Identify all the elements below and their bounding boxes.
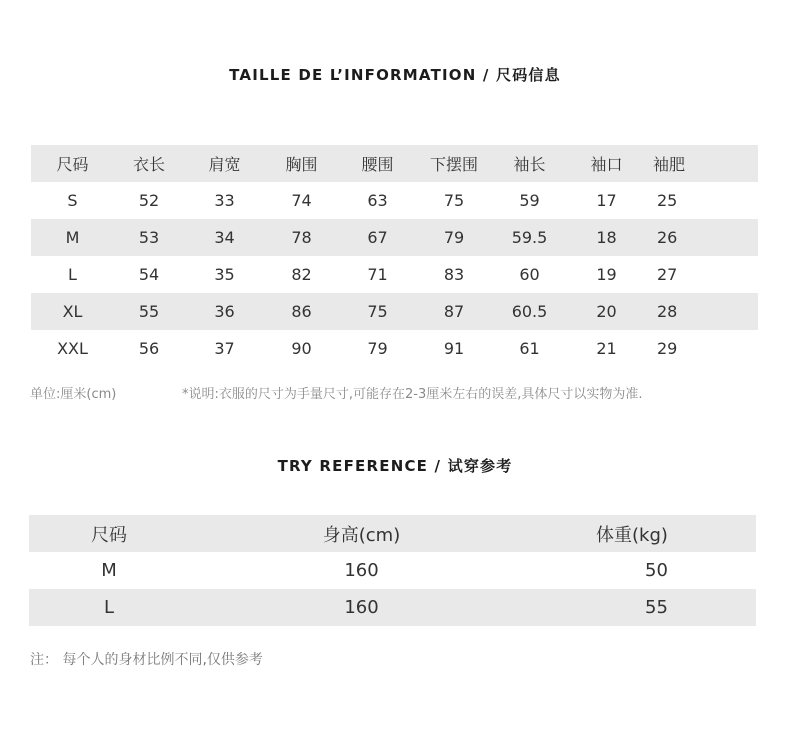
table-cell: M [31, 219, 114, 256]
size-table [31, 145, 758, 367]
try-reference-title: TRY REFERENCE / 试穿参考 [277, 457, 513, 475]
table-cell: 60.5 [491, 293, 568, 330]
table-cell: 160 [344, 560, 379, 581]
table-cell: 59.5 [491, 219, 568, 256]
table-cell: 79 [417, 219, 491, 256]
table-cell: 54 [138, 265, 160, 284]
table-cell: 34 [184, 219, 265, 256]
table-cell: 75 [338, 293, 417, 330]
size-table-header [31, 145, 758, 182]
header-cell: 体重(kg) [534, 515, 756, 552]
table-cell: 67 [338, 219, 417, 256]
table-row [31, 219, 758, 256]
header-cell: 衣长 [114, 145, 184, 182]
table-cell: L [29, 589, 189, 626]
table-cell: 19 [596, 265, 617, 284]
header-cell: 肩宽 [184, 145, 265, 182]
table-cell: 90 [291, 339, 312, 358]
table-row [31, 256, 758, 293]
table-row [31, 330, 758, 367]
table-cell: 55 [534, 589, 756, 626]
table-row [29, 589, 756, 626]
table-cell: 20 [568, 293, 645, 330]
header-cell: 袖肥 [645, 145, 758, 182]
table-cell: 61 [519, 339, 540, 358]
table-cell: 91 [443, 339, 465, 358]
table-cell: 79 [367, 339, 388, 358]
header-cell: 尺码 [31, 145, 114, 182]
table-cell: 83 [443, 265, 465, 284]
table-cell: 56 [138, 339, 160, 358]
table-cell: XL [31, 293, 114, 330]
table-cell: 53 [114, 219, 184, 256]
table-cell: 82 [291, 265, 312, 284]
table-cell: 71 [367, 265, 388, 284]
table-cell: 25 [657, 191, 678, 210]
try-reference-table [29, 515, 756, 626]
table-cell: 59 [519, 191, 540, 210]
table-row [29, 552, 756, 589]
table-cell: 36 [184, 293, 265, 330]
table-cell: 27 [657, 265, 678, 284]
table-cell: 26 [645, 219, 758, 256]
table-cell: S [67, 191, 78, 210]
table-cell: 28 [645, 293, 758, 330]
table-cell: 160 [189, 589, 534, 626]
table-cell: 74 [291, 191, 312, 210]
table-row [31, 293, 758, 330]
unit-note: 单位:厘米(cm) [30, 387, 117, 402]
table-cell: 52 [138, 191, 160, 210]
table-cell: 17 [596, 191, 617, 210]
table-cell: 33 [214, 191, 235, 210]
header-cell: 袖长 [491, 145, 568, 182]
try-table-header [29, 515, 756, 552]
table-cell: 63 [367, 191, 388, 210]
table-cell: XXL [57, 339, 88, 358]
table-cell: 35 [214, 265, 235, 284]
header-cell: 身高(cm) [189, 515, 534, 552]
table-cell: 55 [114, 293, 184, 330]
header-cell: 胸围 [265, 145, 338, 182]
table-cell: 87 [417, 293, 491, 330]
table-cell: M [101, 560, 117, 581]
header-cell: 腰围 [338, 145, 417, 182]
footer-note: 注： 每个人的身材比例不同,仅供参考 [30, 652, 263, 668]
table-cell: 75 [443, 191, 465, 210]
table-cell: 50 [645, 560, 668, 581]
header-cell: 袖口 [568, 145, 645, 182]
table-cell: 21 [596, 339, 617, 358]
header-cell: 尺码 [29, 515, 189, 552]
table-row [31, 182, 758, 219]
table-cell: 78 [265, 219, 338, 256]
measurement-disclaimer: *说明:衣服的尺寸为手量尺寸,可能存在2-3厘米左右的误差,具体尺寸以实物为准. [182, 387, 643, 402]
table-cell: 86 [265, 293, 338, 330]
size-info-title: TAILLE DE L’INFORMATION / 尺码信息 [229, 66, 561, 84]
table-cell: 18 [568, 219, 645, 256]
table-cell: 29 [657, 339, 678, 358]
table-cell: L [68, 265, 77, 284]
table-cell: 37 [214, 339, 235, 358]
header-cell: 下摆围 [417, 145, 491, 182]
table-cell: 60 [519, 265, 540, 284]
